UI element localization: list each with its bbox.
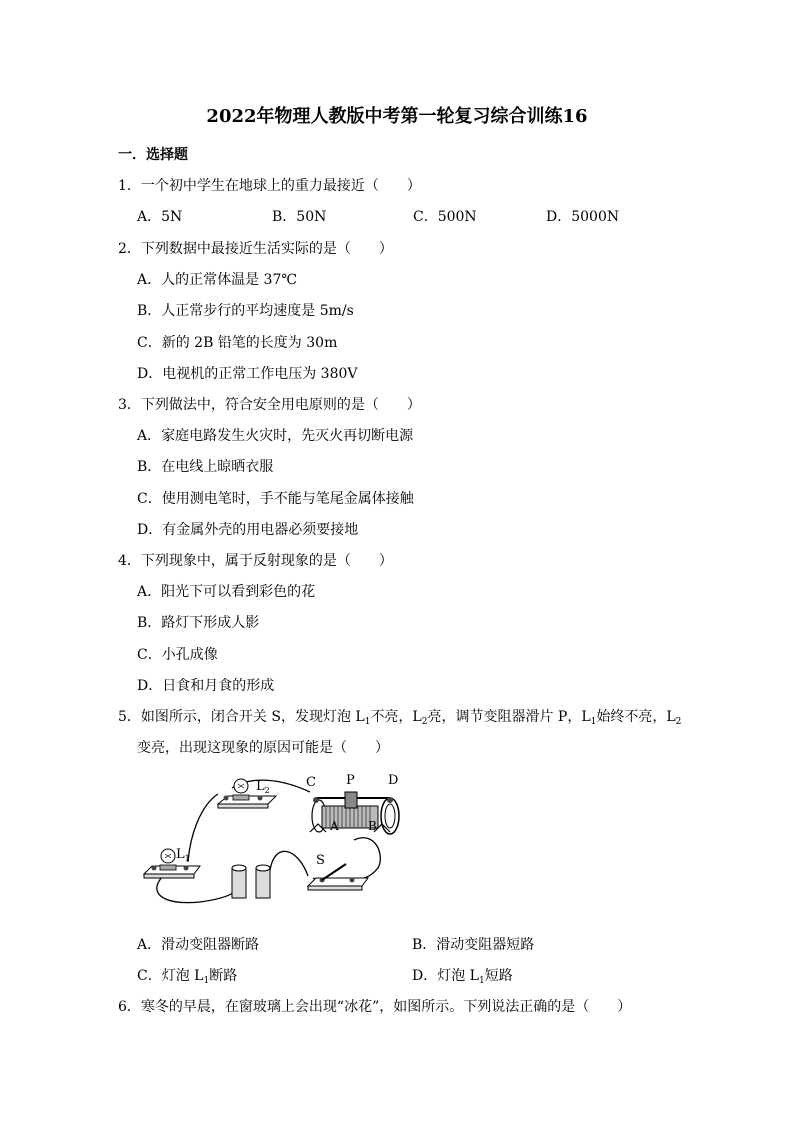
- q1-option-d: D．5000N: [546, 209, 620, 225]
- q5-option-d-pre: D．灯泡 L: [412, 968, 479, 984]
- q5-option-c-post: 断路: [209, 968, 238, 984]
- fig-label-a: A: [330, 819, 339, 833]
- q5-sub-l1: 1: [364, 717, 371, 727]
- q5-option-d-post: 短路: [484, 968, 513, 984]
- q5-text-part2: 不亮，L: [370, 709, 422, 725]
- page-title: 2022年物理人教版中考第一轮复习综合训练16: [206, 106, 588, 127]
- fig-label-l2: $L_2$: [256, 779, 270, 795]
- q4-option-a: A．阳光下可以看到彩色的花: [137, 584, 316, 600]
- fig-label-l1: $L_1$: [176, 847, 190, 863]
- question-3-stem: 3．下列做法中，符合安全用电原则的是（ ）: [118, 397, 421, 413]
- q1-option-c: C．500N: [413, 209, 477, 225]
- circuit-figure: [140, 766, 410, 914]
- question-1-stem: 1．一个初中学生在地球上的重力最接近（ ）: [118, 178, 421, 194]
- q1-option-b: B．50N: [272, 209, 327, 225]
- q3-option-d: D．有金属外壳的用电器必须要接地: [137, 522, 359, 538]
- q3-option-b: B．在电线上晾晒衣服: [137, 459, 274, 475]
- q5-option-a: A．滑动变阻器断路: [137, 937, 260, 953]
- question-2-stem: 2．下列数据中最接近生活实际的是（ ）: [118, 241, 393, 257]
- q5-sub-l1b: 1: [590, 717, 597, 727]
- q5-option-d: [412, 967, 513, 985]
- q2-option-d: D．电视机的正常工作电压为 380V: [137, 366, 358, 382]
- fig-label-d: D: [388, 773, 399, 788]
- q1-option-a: A．5N: [137, 209, 183, 225]
- q4-option-d: D．日食和月食的形成: [137, 678, 275, 694]
- section-heading: 一．选择题: [118, 147, 188, 163]
- question-6-stem: 6．寒冬的早晨，在窗玻璃上会出现“冰花”，如图所示。下列说法正确的是（ ）: [118, 999, 632, 1015]
- q5-option-c-sub: 1: [203, 976, 210, 986]
- question-5-stem-line1: [118, 708, 681, 726]
- q2-option-b: B．人正常步行的平均速度是 5m/s: [137, 303, 354, 319]
- q2-option-a: A．人的正常体温是 37℃: [137, 272, 298, 288]
- question-4-stem: 4．下列现象中，属于反射现象的是（ ）: [118, 553, 393, 569]
- q2-option-c: C．新的 2B 铅笔的长度为 30m: [137, 335, 338, 351]
- q3-option-c: C．使用测电笔时，手不能与笔尾金属体接触: [137, 491, 414, 507]
- q4-option-b: B．路灯下形成人影: [137, 615, 260, 631]
- q3-option-a: A．家庭电路发生火灾时，先灭火再切断电源: [137, 428, 414, 444]
- q5-sub-l2b: 2: [675, 717, 682, 727]
- fig-label-s: S: [316, 853, 325, 868]
- fig-label-b: B: [368, 819, 377, 833]
- q5-sub-l2: 2: [421, 717, 428, 727]
- question-5-stem-line2: 变亮，出现这现象的原因可能是（ ）: [137, 740, 389, 756]
- fig-label-p: P: [346, 773, 355, 788]
- q5-text-part1: 5．如图所示，闭合开关 S，发现灯泡 L: [118, 709, 365, 725]
- fig-label-c: C: [306, 775, 316, 790]
- q5-option-d-sub: 1: [478, 976, 485, 986]
- q5-text-part4: 始终不亮，L: [596, 709, 676, 725]
- q5-option-c-pre: C．灯泡 L: [137, 968, 204, 984]
- q5-text-part3: 亮，调节变阻器滑片 P，L: [427, 709, 591, 725]
- q5-option-c: [137, 967, 237, 985]
- q4-option-c: C．小孔成像: [137, 647, 218, 663]
- q5-option-b: B．滑动变阻器短路: [412, 937, 535, 953]
